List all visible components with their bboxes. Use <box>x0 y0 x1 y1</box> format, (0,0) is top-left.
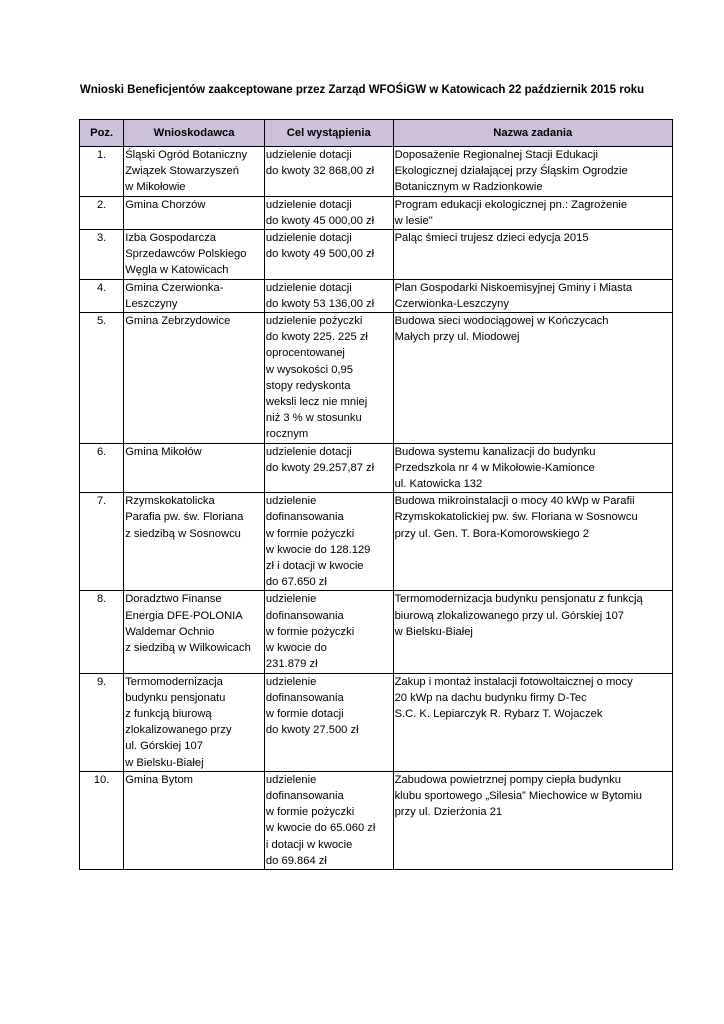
cell-applicant <box>124 771 265 869</box>
header-poz: Poz. <box>80 120 124 147</box>
table-row <box>80 673 673 771</box>
cell-purpose <box>264 591 393 673</box>
cell-text-line: ul. Katowicka 132 <box>394 478 483 491</box>
cell-text-line: ul. Górskiej 107 <box>125 740 203 753</box>
cell-purpose <box>264 196 393 229</box>
cell-text-line: udzielenie dotacji <box>265 198 352 211</box>
cell-applicant <box>124 313 265 444</box>
cell-text-line: stopy redyskonta <box>265 379 351 392</box>
cell-text-line: do 67.650 zł <box>265 576 327 589</box>
table-row <box>80 313 673 444</box>
cell-text-line: dofinansowania <box>265 691 344 704</box>
cell-position: 5. <box>80 313 124 444</box>
cell-text-line: klubu sportowego „Silesia” Miechowice w Bytomiu <box>394 789 643 802</box>
cell-text-line: Śląski Ogród Botaniczny <box>125 149 248 161</box>
cell-text-line: Paląc śmieci trujesz dzieci edycja 2015 <box>394 232 589 245</box>
cell-text-line: Węgla w Katowicach <box>125 264 229 277</box>
cell-text-line: Izba Gospodarcza <box>125 232 217 245</box>
table-row <box>80 279 673 312</box>
cell-text-line: w formie pożyczki <box>265 527 355 540</box>
cell-text-line: Gmina Bytom <box>125 773 193 786</box>
cell-purpose <box>264 443 393 493</box>
cell-text-line: do kwoty 29.257,87 zł <box>265 461 375 474</box>
cell-applicant <box>124 230 265 280</box>
cell-task-name <box>393 771 672 869</box>
cell-position: 2. <box>80 196 124 229</box>
applications-table <box>79 119 673 870</box>
cell-text-line: Budowa mikroinstalacji o mocy 40 kWp w Parafii <box>394 495 635 508</box>
cell-text-line: Plan Gospodarki Niskoemisyjnej Gminy i Miasta <box>394 281 633 294</box>
cell-text-line: Botanicznym w Radzionkowie <box>394 181 543 194</box>
cell-text-line: dofinansowania <box>265 511 344 524</box>
header-purpose: Cel wystąpienia <box>264 120 393 147</box>
cell-text-line: Rzymskokatolickiej pw. św. Floriana w Sosnowcu <box>394 511 638 524</box>
cell-text-line: S.C. K. Lepiarczyk R. Rybarz T. Wojaczek <box>394 707 603 720</box>
cell-text-line: Czerwionka-Leszczyny <box>394 297 509 310</box>
cell-text-line: do kwoty 53 136,00 zł <box>265 297 375 310</box>
cell-text-line: Termomodernizacja budynku pensjonatu z funkcją <box>394 593 643 606</box>
cell-text-line: udzielenie <box>265 675 317 688</box>
cell-task-name <box>393 493 672 591</box>
cell-purpose <box>264 673 393 771</box>
cell-text-line: zł i dotacji w kwocie <box>265 560 364 573</box>
cell-text-line: udzielenie dotacji <box>265 232 352 245</box>
cell-text-line: w lesie" <box>394 214 433 227</box>
cell-purpose <box>264 279 393 312</box>
cell-text-line: Zabudowa powietrznej pompy ciepła budynku <box>394 773 621 786</box>
cell-task-name <box>393 443 672 493</box>
cell-text-line: dofinansowania <box>265 789 344 802</box>
cell-text-line: Leszczyny <box>125 297 178 310</box>
header-applicant: Wnioskodawca <box>124 120 265 147</box>
cell-text-line: Energia DFE-POLONIA <box>125 609 243 622</box>
cell-text-line: w Bielsku-Białej <box>125 756 204 769</box>
cell-task-name <box>393 673 672 771</box>
cell-text-line: Budowa systemu kanalizacji do budynku <box>394 445 596 458</box>
cell-text-line: z funkcją biurową <box>125 707 212 720</box>
cell-task-name <box>393 147 672 197</box>
cell-purpose <box>264 493 393 591</box>
cell-text-line: do kwoty 49 500,00 zł <box>265 248 375 261</box>
cell-text-line: oprocentowanej <box>265 347 345 360</box>
cell-text-line: przy ul. Gen. T. Bora-Komorowskiego 2 <box>394 527 589 540</box>
cell-text-line: w Mikołowie <box>125 181 186 194</box>
cell-text-line: budynku pensjonatu <box>125 691 226 704</box>
cell-text-line: Termomodernizacja <box>125 675 223 688</box>
cell-text-line: Doradztwo Finanse <box>125 593 222 606</box>
cell-text-line: dofinansowania <box>265 609 344 622</box>
cell-text-line: weksli lecz nie mniej <box>265 396 368 409</box>
document-title: Wnioski Beneficjentów zaakceptowane przez Zarząd WFOŚiGW w Katowicach 22 październik 2015 roku <box>79 84 645 96</box>
cell-task-name <box>393 591 672 673</box>
cell-text-line: Program edukacji ekologicznej pn.: Zagrożenie <box>394 198 628 211</box>
table-row <box>80 147 673 197</box>
cell-applicant <box>124 493 265 591</box>
cell-text-line: w kwocie do 128.129 <box>265 543 371 556</box>
header-task-name: Nazwa zadania <box>393 120 672 147</box>
cell-text-line: 231.879 zł <box>265 658 318 671</box>
cell-position: 9. <box>80 673 124 771</box>
cell-text-line: z siedzibą w Sosnowcu <box>125 527 241 540</box>
table-row <box>80 443 673 493</box>
cell-position: 6. <box>80 443 124 493</box>
cell-text-line: Gmina Chorzów <box>125 198 206 211</box>
cell-text-line: udzielenie dotacji <box>265 149 352 161</box>
cell-text-line: w formie dotacji <box>265 707 344 720</box>
cell-applicant <box>124 673 265 771</box>
cell-purpose <box>264 313 393 444</box>
cell-text-line: w Bielsku-Białej <box>394 625 473 638</box>
cell-text-line: Gmina Zebrzydowice <box>125 315 231 328</box>
cell-text-line: Małych przy ul. Miodowej <box>394 331 520 344</box>
table-row <box>80 196 673 229</box>
cell-position: 1. <box>80 147 124 197</box>
cell-text-line: Rzymskokatolicka <box>125 495 215 508</box>
cell-task-name <box>393 230 672 280</box>
cell-text-line: rocznym <box>265 428 309 441</box>
cell-applicant <box>124 591 265 673</box>
cell-text-line: Gmina Mikołów <box>125 445 202 458</box>
table-row <box>80 230 673 280</box>
cell-text-line: Budowa sieci wodociągowej w Kończycach <box>394 315 609 328</box>
cell-text-line: niż 3 % w stosunku <box>265 412 362 425</box>
cell-text-line: udzielenie <box>265 773 317 786</box>
cell-text-line: Przedszkola nr 4 w Mikołowie-Kamionce <box>394 461 595 474</box>
cell-task-name <box>393 196 672 229</box>
cell-purpose <box>264 230 393 280</box>
cell-text-line: udzielenie dotacji <box>265 281 352 294</box>
cell-applicant <box>124 196 265 229</box>
cell-applicant <box>124 443 265 493</box>
cell-text-line: i dotacji w kwocie <box>265 838 353 851</box>
cell-text-line: w formie pożyczki <box>265 625 355 638</box>
cell-text-line: Sprzedawców Polskiego <box>125 248 247 261</box>
cell-applicant <box>124 279 265 312</box>
table-row <box>80 591 673 673</box>
cell-text-line: w wysokości 0,95 <box>265 363 353 376</box>
table-header-row <box>80 120 673 147</box>
cell-purpose <box>264 147 393 197</box>
cell-text-line: udzielenie <box>265 495 317 508</box>
cell-text-line: 20 kWp na dachu budynku firmy D-Tec <box>394 691 587 704</box>
cell-text-line: do kwoty 32 868,00 zł <box>265 165 375 178</box>
cell-text-line: zlokalizowanego przy <box>125 724 232 737</box>
cell-text-line: Gmina Czerwionka- <box>125 281 224 294</box>
table-body <box>80 147 673 870</box>
cell-text-line: w kwocie do <box>265 642 327 655</box>
cell-text-line: Zakup i montaż instalacji fotowoltaicznej o mocy <box>394 675 633 688</box>
cell-text-line: biurową zlokalizowanego przy ul. Górskiej 107 <box>394 609 625 622</box>
cell-purpose <box>264 771 393 869</box>
cell-text-line: Waldemar Ochnio <box>125 625 215 638</box>
cell-text-line: udzielenie pożyczki <box>265 315 363 328</box>
cell-task-name <box>393 279 672 312</box>
cell-text-line: Doposażenie Regionalnej Stacji Edukacji <box>394 149 598 161</box>
table-row <box>80 493 673 591</box>
cell-text-line: Ekologicznej działającej przy Śląskim Ogrodzie <box>394 165 628 178</box>
table-row <box>80 771 673 869</box>
cell-text-line: do kwoty 27.500 zł <box>265 724 359 737</box>
cell-text-line: przy ul. Dzierżonia 21 <box>394 806 503 819</box>
cell-text-line: do kwoty 45 000,00 zł <box>265 214 375 227</box>
cell-text-line: do kwoty 225. 225 zł <box>265 331 368 344</box>
cell-text-line: Parafia pw. św. Floriana <box>125 511 244 524</box>
cell-text-line: udzielenie <box>265 593 317 606</box>
cell-applicant <box>124 147 265 197</box>
cell-position: 4. <box>80 279 124 312</box>
cell-position: 3. <box>80 230 124 280</box>
cell-text-line: Związek Stowarzyszeń <box>125 165 239 178</box>
cell-task-name <box>393 313 672 444</box>
cell-text-line: w kwocie do 65.060 zł <box>265 822 376 835</box>
cell-text-line: z siedzibą w Wilkowicach <box>125 642 251 655</box>
cell-text-line: do 69.864 zł <box>265 854 327 867</box>
cell-position: 10. <box>80 771 124 869</box>
cell-text-line: udzielenie dotacji <box>265 445 352 458</box>
cell-text-line: w formie pożyczki <box>265 806 355 819</box>
cell-position: 7. <box>80 493 124 591</box>
cell-position: 8. <box>80 591 124 673</box>
